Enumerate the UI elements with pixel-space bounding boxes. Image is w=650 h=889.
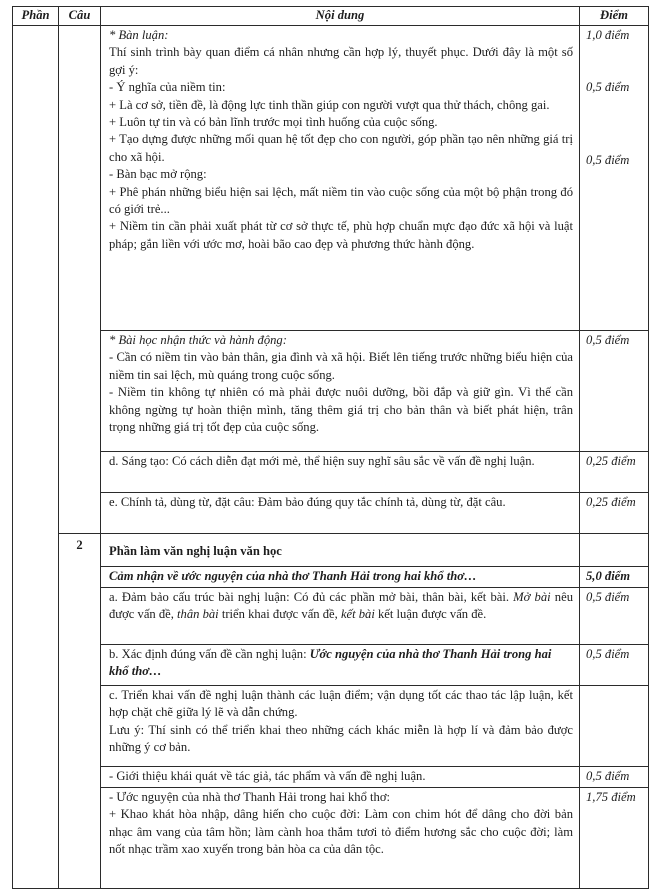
table-row (13, 493, 649, 534)
wish-cell (101, 788, 580, 889)
topic-cell (101, 567, 580, 588)
section-title: Phần làm văn nghị luận văn học (109, 544, 282, 558)
discussion-content (101, 26, 580, 331)
develop-cell (101, 686, 580, 767)
structure-end: kết luận được vấn đề. (374, 607, 487, 622)
spelling-score: 0,25 điểm (580, 493, 649, 534)
structure-prefix: a. Đảm bảo cấu trúc bài nghị luận: Có đủ các phần mở bài, thân bài, kết bài. (109, 590, 509, 604)
intro-score: 0,5 điểm (580, 767, 649, 788)
intro-cell: - Giới thiệu khái quát về tác giả, tác phẩm và vấn đề nghị luận. (101, 767, 580, 788)
table-header-row (13, 7, 649, 26)
develop-text: c. Triển khai vấn đề nghị luận thành các luận điểm; vận dụng tốt các thao tác lập luận, kết hợp chặt chẽ giữa lý lẽ và dẫn chứng. (109, 688, 573, 720)
develop-score (580, 686, 649, 767)
wish-score: 1,75 điểm (580, 788, 649, 889)
table-row (13, 534, 649, 567)
table-row (13, 26, 649, 331)
question-number-2: 2 (59, 534, 101, 889)
header-score: Điểm (580, 7, 649, 26)
table-row (13, 788, 649, 889)
answer-key-sheet (12, 6, 648, 889)
section-title-score (580, 534, 649, 567)
structure-score: 0,5 điểm (580, 588, 649, 645)
section-title-cell (101, 534, 580, 567)
topic-text: Cảm nhận về ước nguyện của nhà thơ Thanh Hải trong hai khổ thơ… (109, 569, 477, 583)
structure-cell (101, 588, 580, 645)
expand-label: - Bàn bạc mở rộng: (109, 167, 207, 182)
header-part: Phần (13, 7, 59, 26)
table-row (13, 567, 649, 588)
discussion-intro: Thí sinh trình bày quan điểm cá nhân nhưng cần hợp lý, thuyết phục. Dưới đây là một số gợi ý: (109, 45, 573, 77)
creativity-score: 0,25 điểm (580, 452, 649, 493)
table-row (13, 331, 649, 452)
score-meaning: 0,5 điểm (586, 80, 630, 95)
table-row (13, 767, 649, 788)
develop-note: Lưu ý: Thí sinh có thể triển khai theo những cách khác miễn là hợp lí và đảm bảo được những ý cơ bản. (109, 722, 573, 755)
table-row (13, 686, 649, 767)
meaning-point-1: + Là cơ sở, tiền đề, là động lực tinh thần giúp con người vượt qua thử thách, chông gai. (109, 97, 550, 112)
header-content: Nội dung (101, 7, 580, 26)
lesson-heading: * Bài học nhận thức và hành động: (109, 333, 287, 347)
structure-mid-2: triển khai được vấn đề, (218, 607, 341, 622)
expand-point-1: + Phê phán những biểu hiện sai lệch, mất niềm tin vào cuộc sống của một bộ phận trong đó có giới trẻ... (109, 184, 573, 217)
wish-text: + Khao khát hòa nhập, dâng hiến cho cuộc đời: Làm con chim hót để dâng cho đời bản nhạc âm vang của tâm hồn; làm cành hoa thắm tươi tỏ điểm hương sắc cho cuộc đời; làm nốt nhạc trầm xao xuyến trong bản hòa ca của dân tộc. (109, 807, 573, 857)
wish-label: - Ước nguyện của nhà thơ Thanh Hải trong hai khổ thơ: (109, 790, 390, 804)
issue-highlight: Ước nguyện của nhà thơ Thanh Hải trong hai khổ thơ… (109, 647, 552, 679)
header-question: Câu (59, 7, 101, 26)
expand-point-2: + Niềm tin cần phải xuất phát từ cơ sở thực tế, phù hợp chuẩn mực đạo đức xã hội và luật pháp; gắn liền với ước mơ, hoài bão cao đẹp và phương thức hành động. (109, 219, 573, 251)
grading-table (12, 6, 649, 889)
question-cell-1 (59, 26, 101, 534)
structure-conclusion-word: kết bài (340, 607, 375, 622)
structure-body-word: thân bài (177, 607, 219, 622)
discussion-score-cell (580, 26, 649, 331)
structure-intro-word: Mở bài (513, 590, 551, 604)
meaning-point-3: + Tạo dựng được những mối quan hệ tốt đẹp cho con người, góp phần tạo nên những giá trị cho xã hội. (109, 132, 573, 164)
topic-score: 5,0 điểm (580, 567, 649, 588)
issue-score: 0,5 điểm (580, 645, 649, 686)
score-1-0: 1,0 điểm (586, 28, 630, 42)
lesson-point-2: - Niềm tin không tự nhiên có mà phải được nuôi dưỡng, bồi đắp và giữ gìn. Vì thế cần không ngừng tự hoàn thiện mình, tăng thêm giá trị cho bản thân và biết phát hiện, trân trọng những giá trị tốt đẹp của cuộc sống. (109, 385, 573, 435)
part-cell (13, 26, 59, 889)
score-expand: 0,5 điểm (586, 152, 630, 167)
meaning-point-2: + Luôn tự tin và có bản lĩnh trước mọi tình huống của cuộc sống. (109, 115, 438, 130)
issue-cell (101, 645, 580, 686)
structure-mid-1: nêu được vấn đề, (109, 590, 573, 622)
discussion-heading: * Bàn luận: (109, 28, 169, 42)
spelling-content: e. Chính tả, dùng từ, đặt câu: Đảm bảo đúng quy tắc chính tả, dùng từ, đặt câu. (101, 493, 580, 534)
table-row (13, 588, 649, 645)
meaning-label: - Ý nghĩa của niềm tin: (109, 80, 226, 95)
table-row (13, 645, 649, 686)
lesson-score: 0,5 điểm (580, 331, 649, 452)
lesson-content (101, 331, 580, 452)
issue-prefix: b. Xác định đúng vấn đề cần nghị luận: (109, 647, 310, 661)
table-row (13, 452, 649, 493)
creativity-content: d. Sáng tạo: Có cách diễn đạt mới mẻ, thể hiện suy nghĩ sâu sắc về vấn đề nghị luận. (101, 452, 580, 493)
lesson-point-1: - Cần có niềm tin vào bản thân, gia đình và xã hội. Biết lên tiếng trước những biểu hiện của niềm tin sai lệch, mù quáng trong cuộc sống. (109, 350, 573, 382)
